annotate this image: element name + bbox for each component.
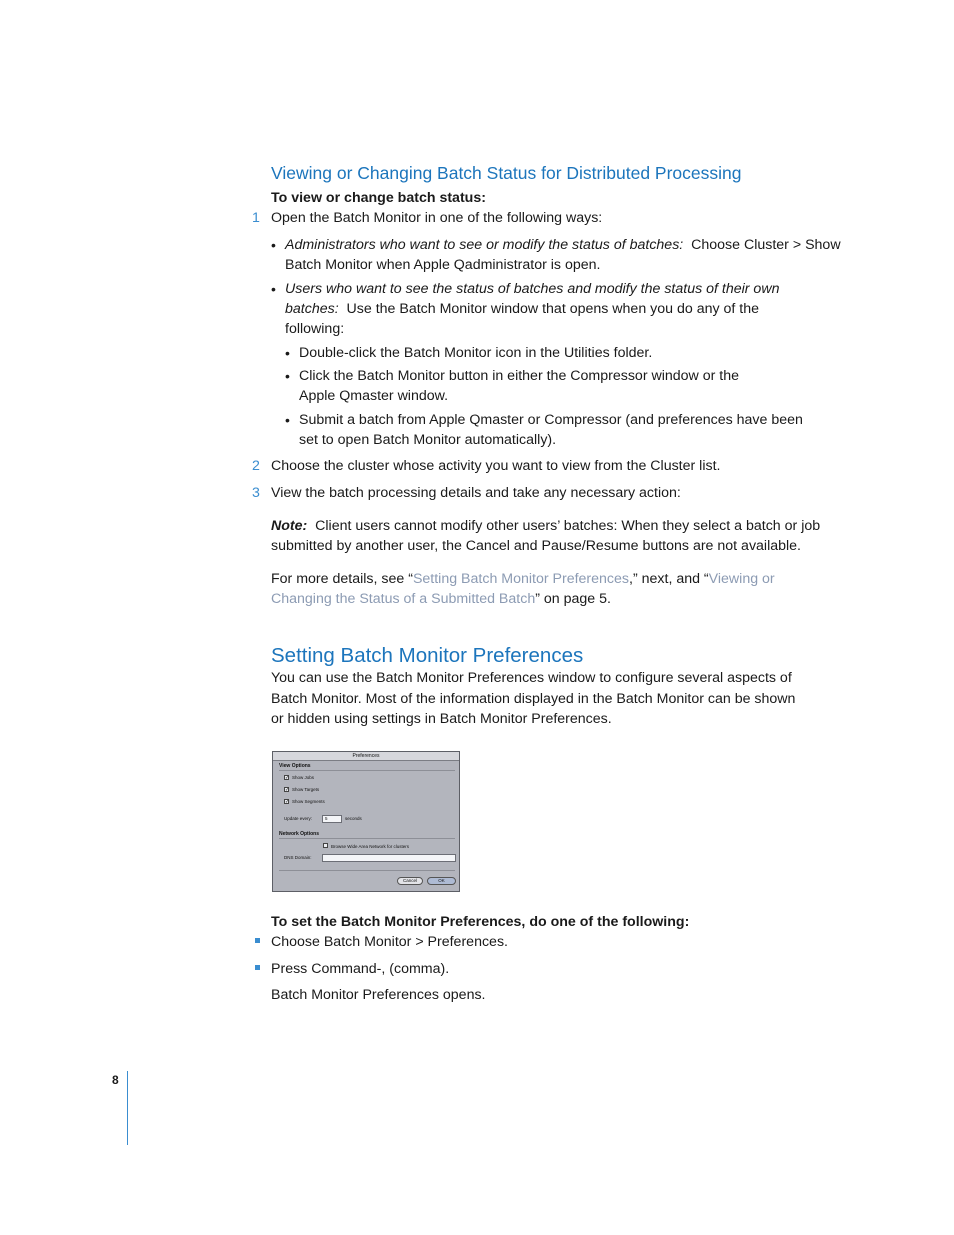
bullet-marker: • <box>271 281 276 297</box>
bullet-emphasis: Administrators who want to see or modify the status of batches: <box>285 237 684 253</box>
option-text: Choose Batch Monitor > Preferences. <box>271 934 508 950</box>
bullet-text-cont: Batch Monitor when Apple Qadministrator is open. <box>285 257 601 273</box>
bullet-text: Choose Cluster > Show <box>691 237 841 253</box>
divider <box>279 770 455 771</box>
more-suffix: ” on page 5. <box>535 591 611 607</box>
browse-wan-checkbox[interactable] <box>323 843 328 848</box>
bullet-item-admin <box>285 235 841 255</box>
bullet-emphasis: Users who want to see the status of batches and modify the status of their own <box>285 281 780 297</box>
dialog-title: Preferences <box>273 752 459 761</box>
bullet-text: Use the Batch Monitor window that opens when you do any of the <box>346 301 760 317</box>
note-text-cont: submitted by another user, the Cancel and Pause/Resume buttons are not available. <box>271 538 801 554</box>
bullet-text-cont: following: <box>285 321 345 337</box>
sub-bullet-text: Double-click the Batch Monitor icon in the Utilities folder. <box>299 345 653 361</box>
dns-domain-input[interactable] <box>322 854 456 862</box>
procedure-intro: To set the Batch Monitor Preferences, do one of the following: <box>271 914 690 930</box>
step-number: 1 <box>252 210 260 226</box>
more-prefix: For more details, see “ <box>271 571 413 587</box>
footer-rule <box>127 1071 128 1145</box>
update-every-label: Update every: <box>284 816 313 821</box>
sub-bullet-marker: • <box>285 412 290 428</box>
bullet-emphasis: batches: <box>285 301 339 317</box>
show-jobs-label: Show Jobs <box>292 775 315 780</box>
link-viewing-status[interactable]: Viewing or <box>708 571 775 587</box>
note-label: Note: <box>271 518 308 534</box>
network-options-label: Network Options <box>279 831 320 837</box>
show-jobs-checkbox[interactable]: ✓ <box>285 775 290 781</box>
show-targets-checkbox[interactable]: ✓ <box>285 787 290 793</box>
step-text: View the batch processing details and take any necessary action: <box>271 485 681 501</box>
paragraph-line: or hidden using settings in Batch Monitor Preferences. <box>271 711 612 727</box>
sub-bullet-marker: • <box>285 368 290 384</box>
show-targets-label: Show Targets <box>292 787 320 792</box>
step-number: 2 <box>252 458 260 474</box>
step-text: Open the Batch Monitor in one of the following ways: <box>271 210 603 226</box>
browse-wan-label: Browse Wide Area Network for clusters <box>331 844 410 849</box>
dns-domain-label: DNS Domain: <box>284 855 312 860</box>
section-heading-preferences: Setting Batch Monitor Preferences <box>271 644 584 667</box>
show-segments-checkbox[interactable]: ✓ <box>285 799 290 805</box>
sub-bullet-text-cont: Apple Qmaster window. <box>299 388 449 404</box>
ok-button[interactable]: OK <box>427 877 456 885</box>
paragraph-line: You can use the Batch Monitor Preferences window to configure several aspects of <box>271 670 792 686</box>
more-details-line <box>271 569 775 589</box>
section-heading-batch-status: Viewing or Changing Batch Status for Distributed Processing <box>271 163 742 183</box>
sub-bullet-text: Submit a batch from Apple Qmaster or Compressor (and preferences have been <box>299 412 803 428</box>
page-number: 8 <box>112 1073 119 1087</box>
link-viewing-status-cont[interactable]: Changing the Status of a Submitted Batch <box>271 591 536 607</box>
result-text: Batch Monitor Preferences opens. <box>271 987 486 1003</box>
sub-bullet-text-cont: set to open Batch Monitor automatically). <box>299 432 557 448</box>
cancel-button[interactable]: Cancel <box>397 877 423 885</box>
preferences-dialog <box>272 751 460 892</box>
note-line <box>271 516 820 536</box>
more-mid: ,” next, and “ <box>629 571 709 587</box>
link-setting-prefs[interactable]: Setting Batch Monitor Preferences <box>412 571 630 587</box>
update-interval-input[interactable]: 5 <box>322 815 342 823</box>
seconds-label: seconds <box>345 816 362 821</box>
paragraph-line: Batch Monitor. Most of the information displayed in the Batch Monitor can be shown <box>271 691 796 707</box>
more-details-line-2 <box>271 589 611 609</box>
sub-bullet-text: Click the Batch Monitor button in either the Compressor window or the <box>299 368 740 384</box>
square-bullet <box>255 938 260 943</box>
option-text: Press Command-, (comma). <box>271 961 450 977</box>
bullet-item-users <box>285 299 759 319</box>
divider <box>279 838 455 839</box>
square-bullet <box>255 965 260 970</box>
bullet-marker: • <box>271 237 276 253</box>
view-options-label: View Options <box>279 763 311 769</box>
note-text: Client users cannot modify other users’ batches: When they select a batch or job <box>315 518 821 534</box>
sub-bullet-marker: • <box>285 345 290 361</box>
divider <box>279 870 455 871</box>
step-text: Choose the cluster whose activity you want to view from the Cluster list. <box>271 458 721 474</box>
step-number: 3 <box>252 485 260 501</box>
show-segments-label: Show Segments <box>292 799 325 804</box>
procedure-intro: To view or change batch status: <box>271 190 486 206</box>
